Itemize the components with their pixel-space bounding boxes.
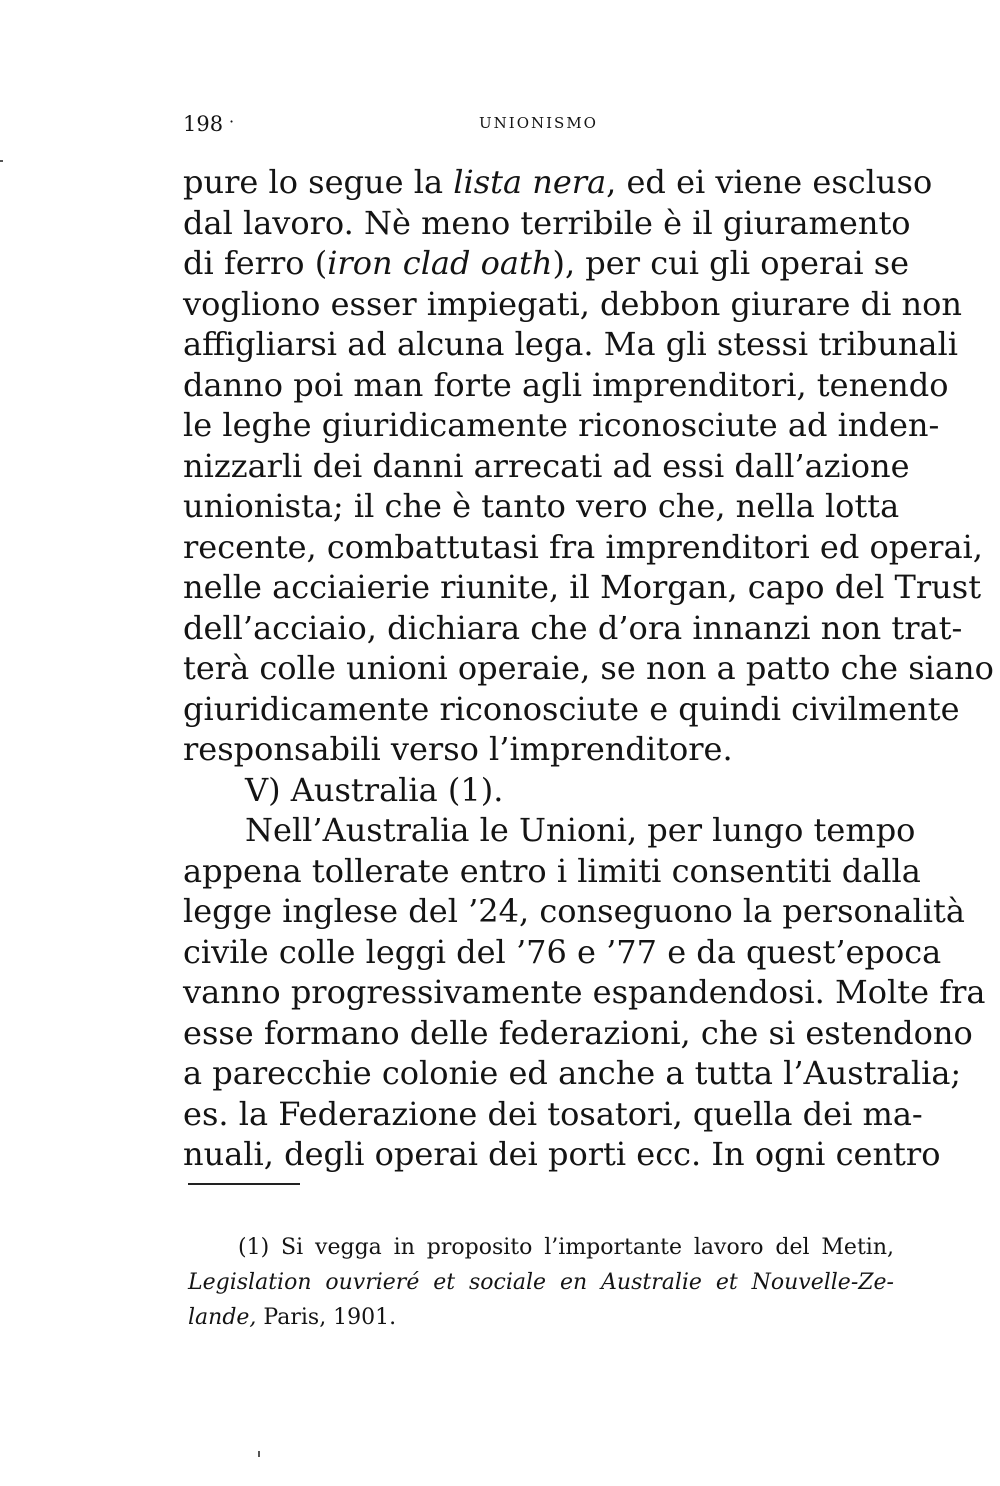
text-line: vogliono esser impiegati, debbon giurare di non: [183, 284, 962, 323]
footnote-line: lande, Paris, 1901.: [188, 1305, 397, 1330]
text-line: dal lavoro. Nè meno terribile è il giuramento: [183, 203, 911, 242]
scan-speck: [0, 160, 3, 162]
text-line: nelle acciaierie riunite, il Morgan, capo del Trust: [183, 568, 982, 606]
footnote: [188, 1230, 894, 1335]
text-line: responsabili verso l’imprenditore.: [183, 730, 733, 768]
text-line: dell’acciaio, dichiara che d’ora innanzi non trat-: [183, 608, 963, 647]
text-line: di ferro (iron clad oath), per cui gli operai se: [183, 244, 910, 282]
text-line: vanno progressivamente espandendosi. Molte fra: [183, 973, 986, 1011]
main-text: [183, 162, 994, 1175]
text-line: esse formano delle federazioni, che si estendono: [183, 1013, 973, 1052]
text-line: pure lo segue la lista nera, ed ei viene escluso: [183, 163, 933, 201]
page-number: 198: [183, 112, 224, 136]
text-line: appena tollerate entro i limiti consentiti dalla: [183, 851, 921, 890]
text-line: recente, combattutasi fra imprenditori ed operai,: [183, 527, 983, 566]
text-line: le leghe giuridicamente riconosciute ad inden-: [183, 406, 940, 444]
footnote-divider: [188, 1183, 300, 1185]
text-line: danno poi man forte agli imprenditori, tenendo: [183, 365, 949, 404]
text-line: nuali, degli operai dei porti ecc. In ogni centro: [183, 1135, 941, 1173]
scan-speck: [258, 1451, 260, 1457]
text-line: affigliarsi ad alcuna lega. Ma gli stessi tribunali: [183, 325, 958, 363]
text-line: a parecchie colonie ed anche a tutta l’Australia;: [183, 1054, 962, 1092]
footnote-line: Legislation ouvrieré et sociale en Australie et Nouvelle-Ze-: [188, 1270, 894, 1295]
text-line: giuridicamente riconosciute e quindi civilmente: [183, 689, 960, 728]
text-line: civile colle leggi del ’76 e ’77 e da quest’epoca: [183, 932, 942, 971]
header-separator: ·: [229, 112, 235, 131]
paragraph-first-line: Nell’Australia le Unioni, per lungo tempo: [245, 811, 916, 849]
text-line: terà colle unioni operaie, se non a patto che siano: [183, 649, 994, 687]
text-line: unionista; il che è tanto vero che, nella lotta: [183, 487, 900, 525]
section-heading: V) Australia (1).: [245, 770, 504, 809]
text-line: legge inglese del ’24, conseguono la personalità: [183, 892, 965, 930]
page-header: [183, 112, 898, 142]
text-line: nizzarli dei danni arrecati ad essi dall’azione: [183, 446, 910, 485]
text-line: es. la Federazione dei tosatori, quella dei ma-: [183, 1094, 923, 1133]
running-title: UNIONISMO: [479, 114, 598, 132]
footnote-line: (1) Si vegga in proposito l’importante lavoro del Metin,: [238, 1235, 894, 1260]
